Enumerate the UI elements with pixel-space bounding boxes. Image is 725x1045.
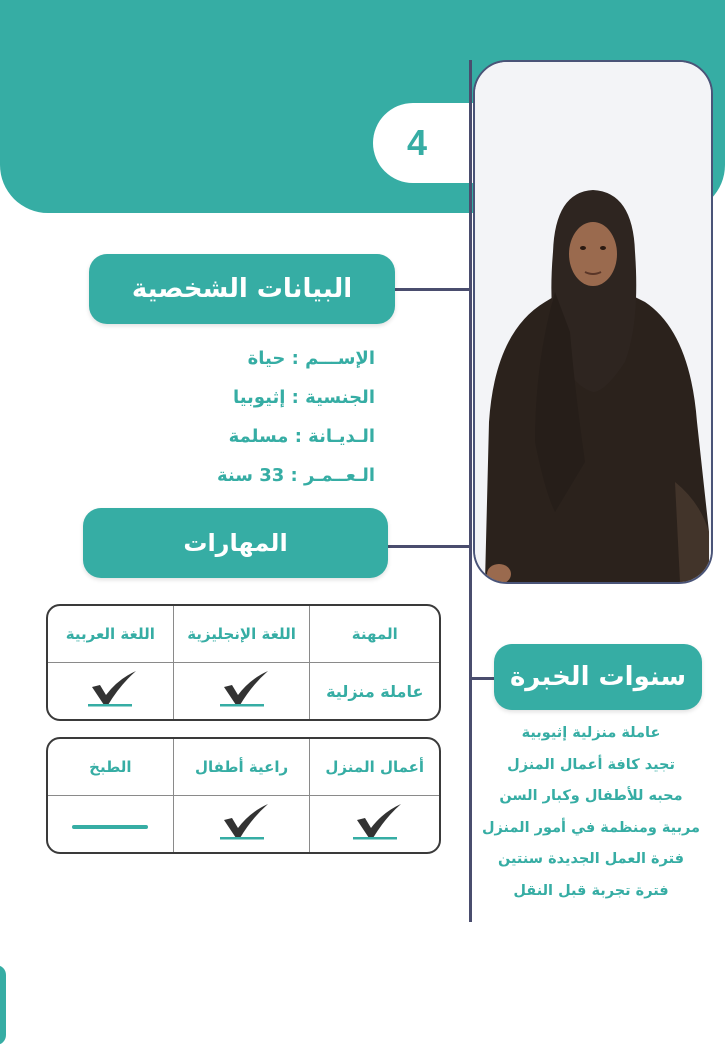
- table-value-arabic: [48, 663, 173, 720]
- table-header-english: اللغة الإنجليزية: [173, 606, 310, 663]
- info-row-name: [150, 342, 375, 381]
- info-label: الـديـانة: [308, 426, 375, 447]
- card-number: 4: [407, 122, 428, 163]
- info-value: إثيوبيا: [232, 387, 286, 408]
- info-separator: :: [291, 348, 299, 369]
- table-value-housework: [310, 796, 439, 853]
- experience-line: محبه للأطفال وكبار السن: [499, 788, 683, 804]
- table-header-arabic: اللغة العربية: [48, 606, 173, 663]
- dash-icon: [72, 825, 148, 829]
- info-label: الجنسية: [305, 387, 375, 408]
- table-header-profession: المهنة: [310, 606, 439, 663]
- info-separator: :: [291, 387, 299, 408]
- candidate-photo: [473, 60, 713, 584]
- skills-table-abilities: [46, 737, 441, 854]
- timeline-vertical-line: [469, 60, 472, 922]
- connector-skills: [388, 545, 471, 548]
- table-value-english: [173, 663, 310, 720]
- info-label: الإســـم: [305, 348, 375, 369]
- info-row-religion: [150, 420, 375, 459]
- experience-line: فترة تجربة قبل النقل: [513, 882, 669, 899]
- table-value-cooking: [48, 796, 173, 853]
- experience-list: [476, 718, 706, 907]
- experience-heading: [494, 644, 702, 710]
- personal-info-heading: [89, 254, 395, 324]
- info-row-nationality: [150, 381, 375, 420]
- info-separator: :: [294, 426, 302, 447]
- bottom-accent-shape: [0, 965, 6, 1045]
- person-photo-icon: [475, 62, 711, 582]
- check-icon: [80, 669, 140, 709]
- table-value-childcare: [173, 796, 310, 853]
- info-row-age: [150, 459, 375, 498]
- table-header-cooking: الطبخ: [48, 739, 173, 796]
- personal-info-list: [150, 342, 375, 498]
- skills-title: المهارات: [183, 529, 288, 557]
- experience-line: فترة العمل الجديدة سنتين: [497, 851, 685, 867]
- skills-heading: [83, 508, 388, 578]
- info-label: الـعــمـر: [304, 465, 375, 486]
- table-header-childcare: راعية أطفال: [173, 739, 310, 796]
- check-icon: [345, 802, 405, 842]
- connector-personal-info: [395, 288, 471, 291]
- experience-line: تجيد كافة أعمال المنزل: [507, 756, 675, 773]
- experience-line: مربية ومنظمة في أمور المنزل: [481, 819, 701, 836]
- check-icon: [212, 669, 272, 709]
- info-value: حياة: [247, 348, 286, 369]
- table-value-profession: عاملة منزلية: [310, 663, 439, 720]
- info-value: مسلمة: [228, 426, 289, 447]
- connector-experience: [469, 677, 495, 680]
- table-header-housework: أعمال المنزل: [310, 739, 439, 796]
- personal-info-title: البيانات الشخصية: [131, 274, 353, 304]
- experience-title: سنوات الخبرة: [509, 662, 687, 692]
- info-value: 33 سنة: [216, 465, 285, 486]
- skills-table-languages: [46, 604, 441, 721]
- experience-line: عاملة منزلية إثيوبية: [521, 725, 661, 741]
- info-separator: :: [290, 465, 298, 486]
- check-icon: [212, 802, 272, 842]
